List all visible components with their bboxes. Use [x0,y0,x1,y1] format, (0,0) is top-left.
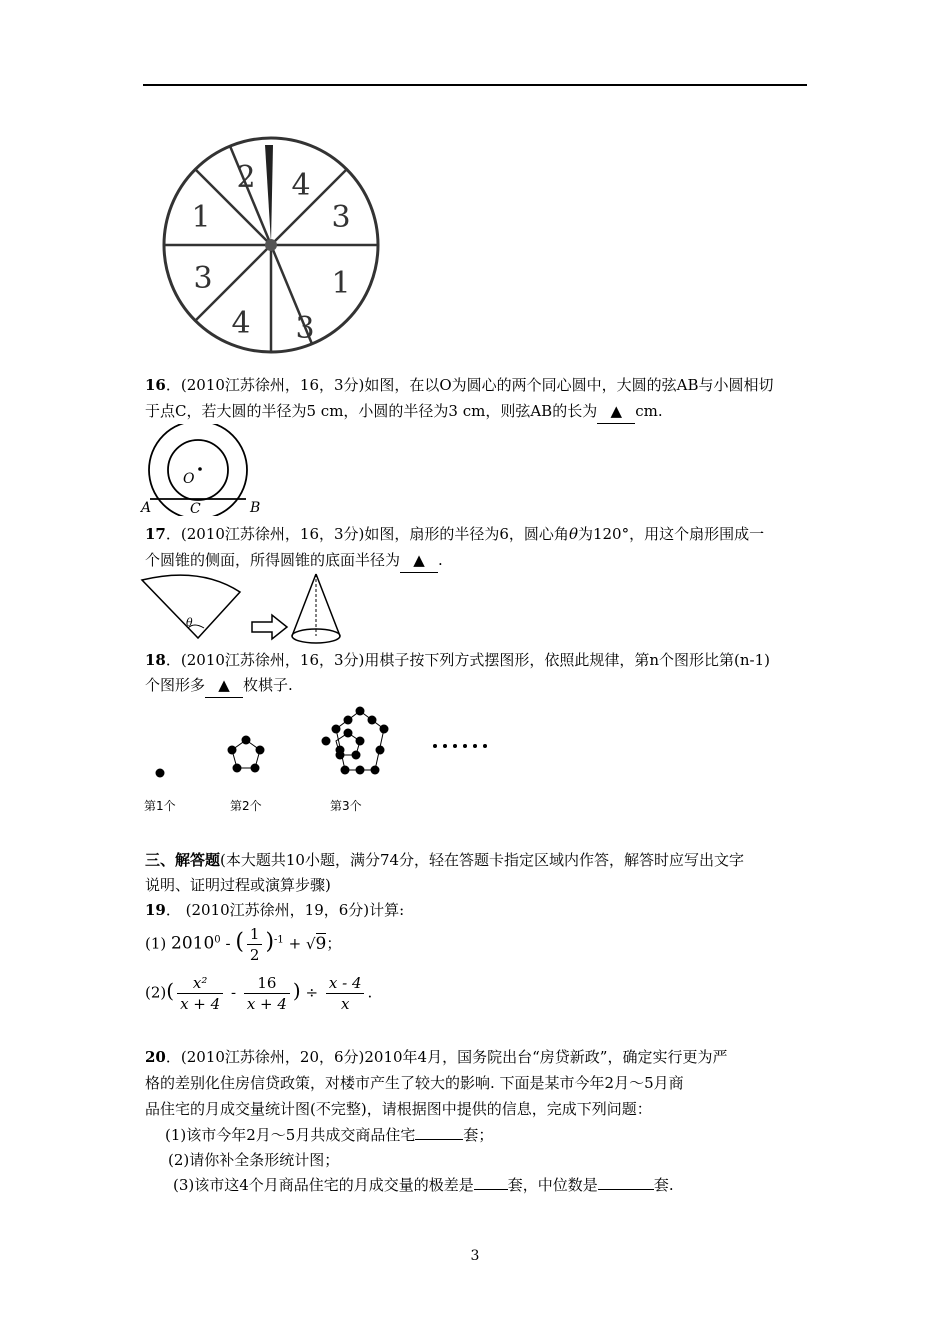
q20-text: ．(2010江苏徐州，20，6分)2010年4月，国务院出台“房贷新政”，确定实行更为严 [165,1048,728,1066]
q20-sub1-text-2: 套； [463,1126,494,1144]
q17-number: 17 [145,525,166,543]
q17-text: ．(2010江苏徐州，16，3分)如图，扇形的半径为6，圆心角 [165,525,569,543]
q16-text-3: cm. [635,402,663,420]
q20-line3: 品住宅的月成交量统计图(不完整)，请根据图中提供的信息，完成下列问题： [145,1100,652,1118]
numerator: x - 4 [326,973,365,994]
q20-line2: 格的差别化住房信贷政策，对楼市产生了较大的影响. 下面是某市今年2月～5月商 [145,1074,684,1092]
part-label: (1) [145,934,167,953]
answer-blank[interactable] [415,1139,463,1140]
q16-number: 16 [145,376,166,394]
punctuation: . [367,983,373,1002]
q16-line1 [145,373,774,397]
q18-text: ．(2010江苏徐州，16，3分)用棋子按下列方式摆图形，依照此规律，第n个图形比第(n-1) [165,651,771,669]
punctuation: ； [326,934,342,953]
q20-number: 20 [145,1048,166,1066]
fig-label: 第3个 [330,799,362,813]
fig-label: 第2个 [230,799,262,813]
answer-blank[interactable] [474,1189,508,1190]
spinner-sector-label: 3 [331,200,351,235]
part-label: (2) [145,983,167,1002]
plus-sign: + [288,934,302,953]
base-number: 2010 [171,933,215,954]
q19-part2 [145,973,372,1014]
theta-label: θ [186,616,193,629]
label-o: O [183,471,195,487]
denominator: x + 4 [246,995,287,1013]
q16-line2 [145,399,663,424]
denominator: x [340,995,350,1013]
q20-sub1 [165,1123,493,1147]
minus-sign: - [230,983,237,1002]
q20-sub3-text: (3)该市这4个月商品住宅的月成交量的极差是 [173,1176,474,1194]
q18-text-3: 枚棋子. [243,676,293,694]
spinner-sector-label: 4 [291,168,311,203]
sqrt: √9 [305,933,327,954]
q19-part1 [145,924,341,965]
q17-text-2: 为120°，用这个扇形围成一 [577,525,765,543]
sector-cone-figure [140,570,360,652]
fraction-one-half [247,924,263,965]
q18-text-2: 个图形多 [145,676,206,694]
q20-sub1-text: (1)该市今年2月～5月共成交商品住宅 [165,1126,416,1144]
theta-symbol: θ [568,525,578,543]
q18-line2 [145,673,293,698]
radicand: 9 [315,933,327,954]
spinner-figure [148,135,398,367]
q17-text-4: . [438,551,443,569]
minus-sign: - [225,934,231,953]
right-paren: ) [265,929,275,955]
left-paren: ( [166,978,175,1003]
numerator: 1 [247,924,263,945]
q16-answer-blank: ▲ [597,399,635,424]
q20-line1 [145,1045,727,1069]
fraction [177,973,223,1014]
fraction [326,973,365,1014]
q16-text-2: 于点C，若大圆的半径为5 cm，小圆的半径为3 cm，则弦AB的长为 [145,402,598,420]
label-a: A [141,500,152,516]
divide-sign: ÷ [305,983,319,1002]
q20-sub2: (2)请你补全条形统计图； [168,1151,340,1169]
fraction [244,973,290,1014]
fig-label: 第1个 [144,799,176,813]
right-paren: ) [292,978,301,1003]
q18-answer-blank: ▲ [205,673,243,698]
answer-blank[interactable] [598,1189,654,1190]
q17-text-3: 个圆锥的侧面，所得圆锥的底面半径为 [145,551,401,569]
denominator: 2 [249,946,260,964]
section3-line2: 说明、证明过程或演算步骤) [145,876,331,894]
exponent: -1 [274,934,284,946]
q16-text: ．(2010江苏徐州，16，3分)如图，在以O为圆心的两个同心圆中，大圆的弦AB与小圆相切 [165,376,774,394]
q20-sub3 [173,1173,674,1197]
concentric-circles-figure [138,424,268,516]
q19-text: ． (2010江苏徐州，19，6分)计算: [165,901,405,919]
spinner-sector-label: 1 [331,266,351,301]
section3-text: (本大题共10小题，满分74分，轻在答题卡指定区域内作答，解答时应写出文字 [220,851,745,869]
spinner-sector-label: 3 [295,311,315,346]
spinner-sector-label: 1 [191,200,211,235]
spinner-sector-label: 4 [231,306,251,341]
q17-line1 [145,522,764,546]
label-c: C [190,501,201,516]
q17-answer-blank: ▲ [400,548,438,573]
exponent: 0 [214,934,221,946]
numerator: x² [177,973,223,994]
section3-title: 三、解答题 [145,851,221,869]
spinner-sector-label: 3 [193,261,213,296]
denominator: x + 4 [180,995,221,1013]
left-paren: ( [235,929,244,955]
q19-number: 19 [145,901,166,919]
spinner-sector-label: 2 [236,160,256,195]
numerator: 16 [244,973,290,994]
label-b: B [250,500,261,516]
header-rule [143,84,807,86]
section3-line1 [145,848,744,872]
chess-pattern-figure [140,698,500,820]
q20-sub3-text-3: 套. [653,1176,674,1194]
q18-line1 [145,648,770,672]
q18-number: 18 [145,651,166,669]
page-number: 3 [470,1248,480,1264]
q19-heading [145,898,404,922]
q20-sub3-text-2: 套，中位数是 [507,1176,598,1194]
